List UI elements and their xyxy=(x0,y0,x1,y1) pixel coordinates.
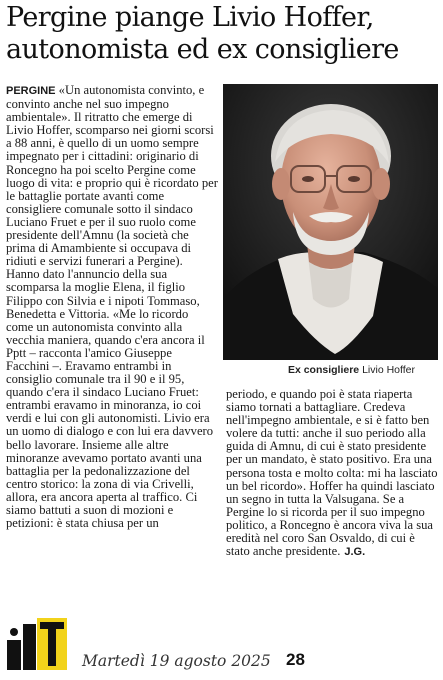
caption-name: Livio Hoffer xyxy=(362,364,415,376)
portrait-illustration xyxy=(223,84,438,360)
caption-label: Ex consigliere xyxy=(287,364,360,376)
page-number: 28 xyxy=(286,650,305,669)
article-paragraph-2 xyxy=(226,388,438,559)
article-column-2 xyxy=(226,388,438,559)
photo-caption xyxy=(288,364,415,376)
headline-line-1: Pergine piange Livio Hoffer, xyxy=(6,2,374,33)
author-signature: J.G. xyxy=(344,546,366,559)
issue-date: Martedì 19 agosto 2025 xyxy=(82,652,271,670)
logo-mark xyxy=(7,618,67,670)
portrait-photo xyxy=(223,84,438,360)
article-column-1 xyxy=(6,84,218,530)
headline-line-2: autonomista ed ex consigliere xyxy=(6,34,399,65)
headline xyxy=(6,2,438,66)
article-paragraph-1 xyxy=(6,84,218,530)
article-text-1: «Un autonomista convinto, e convinto anche nel suo impegno ambientale». Il ritratto che emerge di Livio Hoffer, scomparso nei giorni scorsi a 88 anni, è quello di un uomo sempre impegnato per i cittadini: originario di Roncegno ha poi scelto Pergine come luogo di vita: e proprio qui è ricordato per le battaglie portate avanti come consigliere comunale sotto il sindaco Luciano Fruet e per il suo ruolo come presidente dell'Amnu (la società che prima di Amambiente si occupava di ridiuti e servizi funerari a Pergine). Hanno dato l'annuncio della sua scomparsa la moglie Elena, il figlio Filippo con Silvia e i nipoti Tommaso, Benedetta e Vittoria. «Me lo ricordo come un autonomista convinto alla vecchia maniera, quando c'era ancora il Pptt – racconta l'amico Giuseppe Facchini –. Eravamo entrambi in consiglio comunale tra il 90 e il 95, quando c'era il sindaco Luciano Fruet: entrambi eravamo in minoranza, io coi verdi e lui con gli autonomisti. Livio era un uomo di dialogo e con lui era davvero bello lavorare. Insieme alle altre minoranze avevamo portato avanti una battaglia per la pedonalizzazione del centro storico: la zona di via Crivelli, allora, era ancora aperta al traffico. Ci siamo battuti a suon di mozioni e petizioni: è stata chiusa per un xyxy=(6,83,218,531)
article-text-2: periodo, e quando poi è stata riaperta siamo tornati a battagliare. Credeva nell'impegno ambientale, e si è fatto ben volere da tutti: anche il suo periodo alla guida di Amnu, di cui è stato presidente per un mandato, è stato positivo. Era una persona tosta e molto colta: mi ha lasciato un bel ricordo». Hoffer ha quindi lasciato un segno in tutta la Valsugana. Se a Pergine lo si ricorda per il suo impegno politico, a Roncegno è ancora viva la sua eredità nel coro San Osvaldo, di cui è stato anche presidente. xyxy=(226,387,438,559)
il-t-logo xyxy=(7,618,67,670)
dateline-place: PERGINE xyxy=(6,85,56,97)
